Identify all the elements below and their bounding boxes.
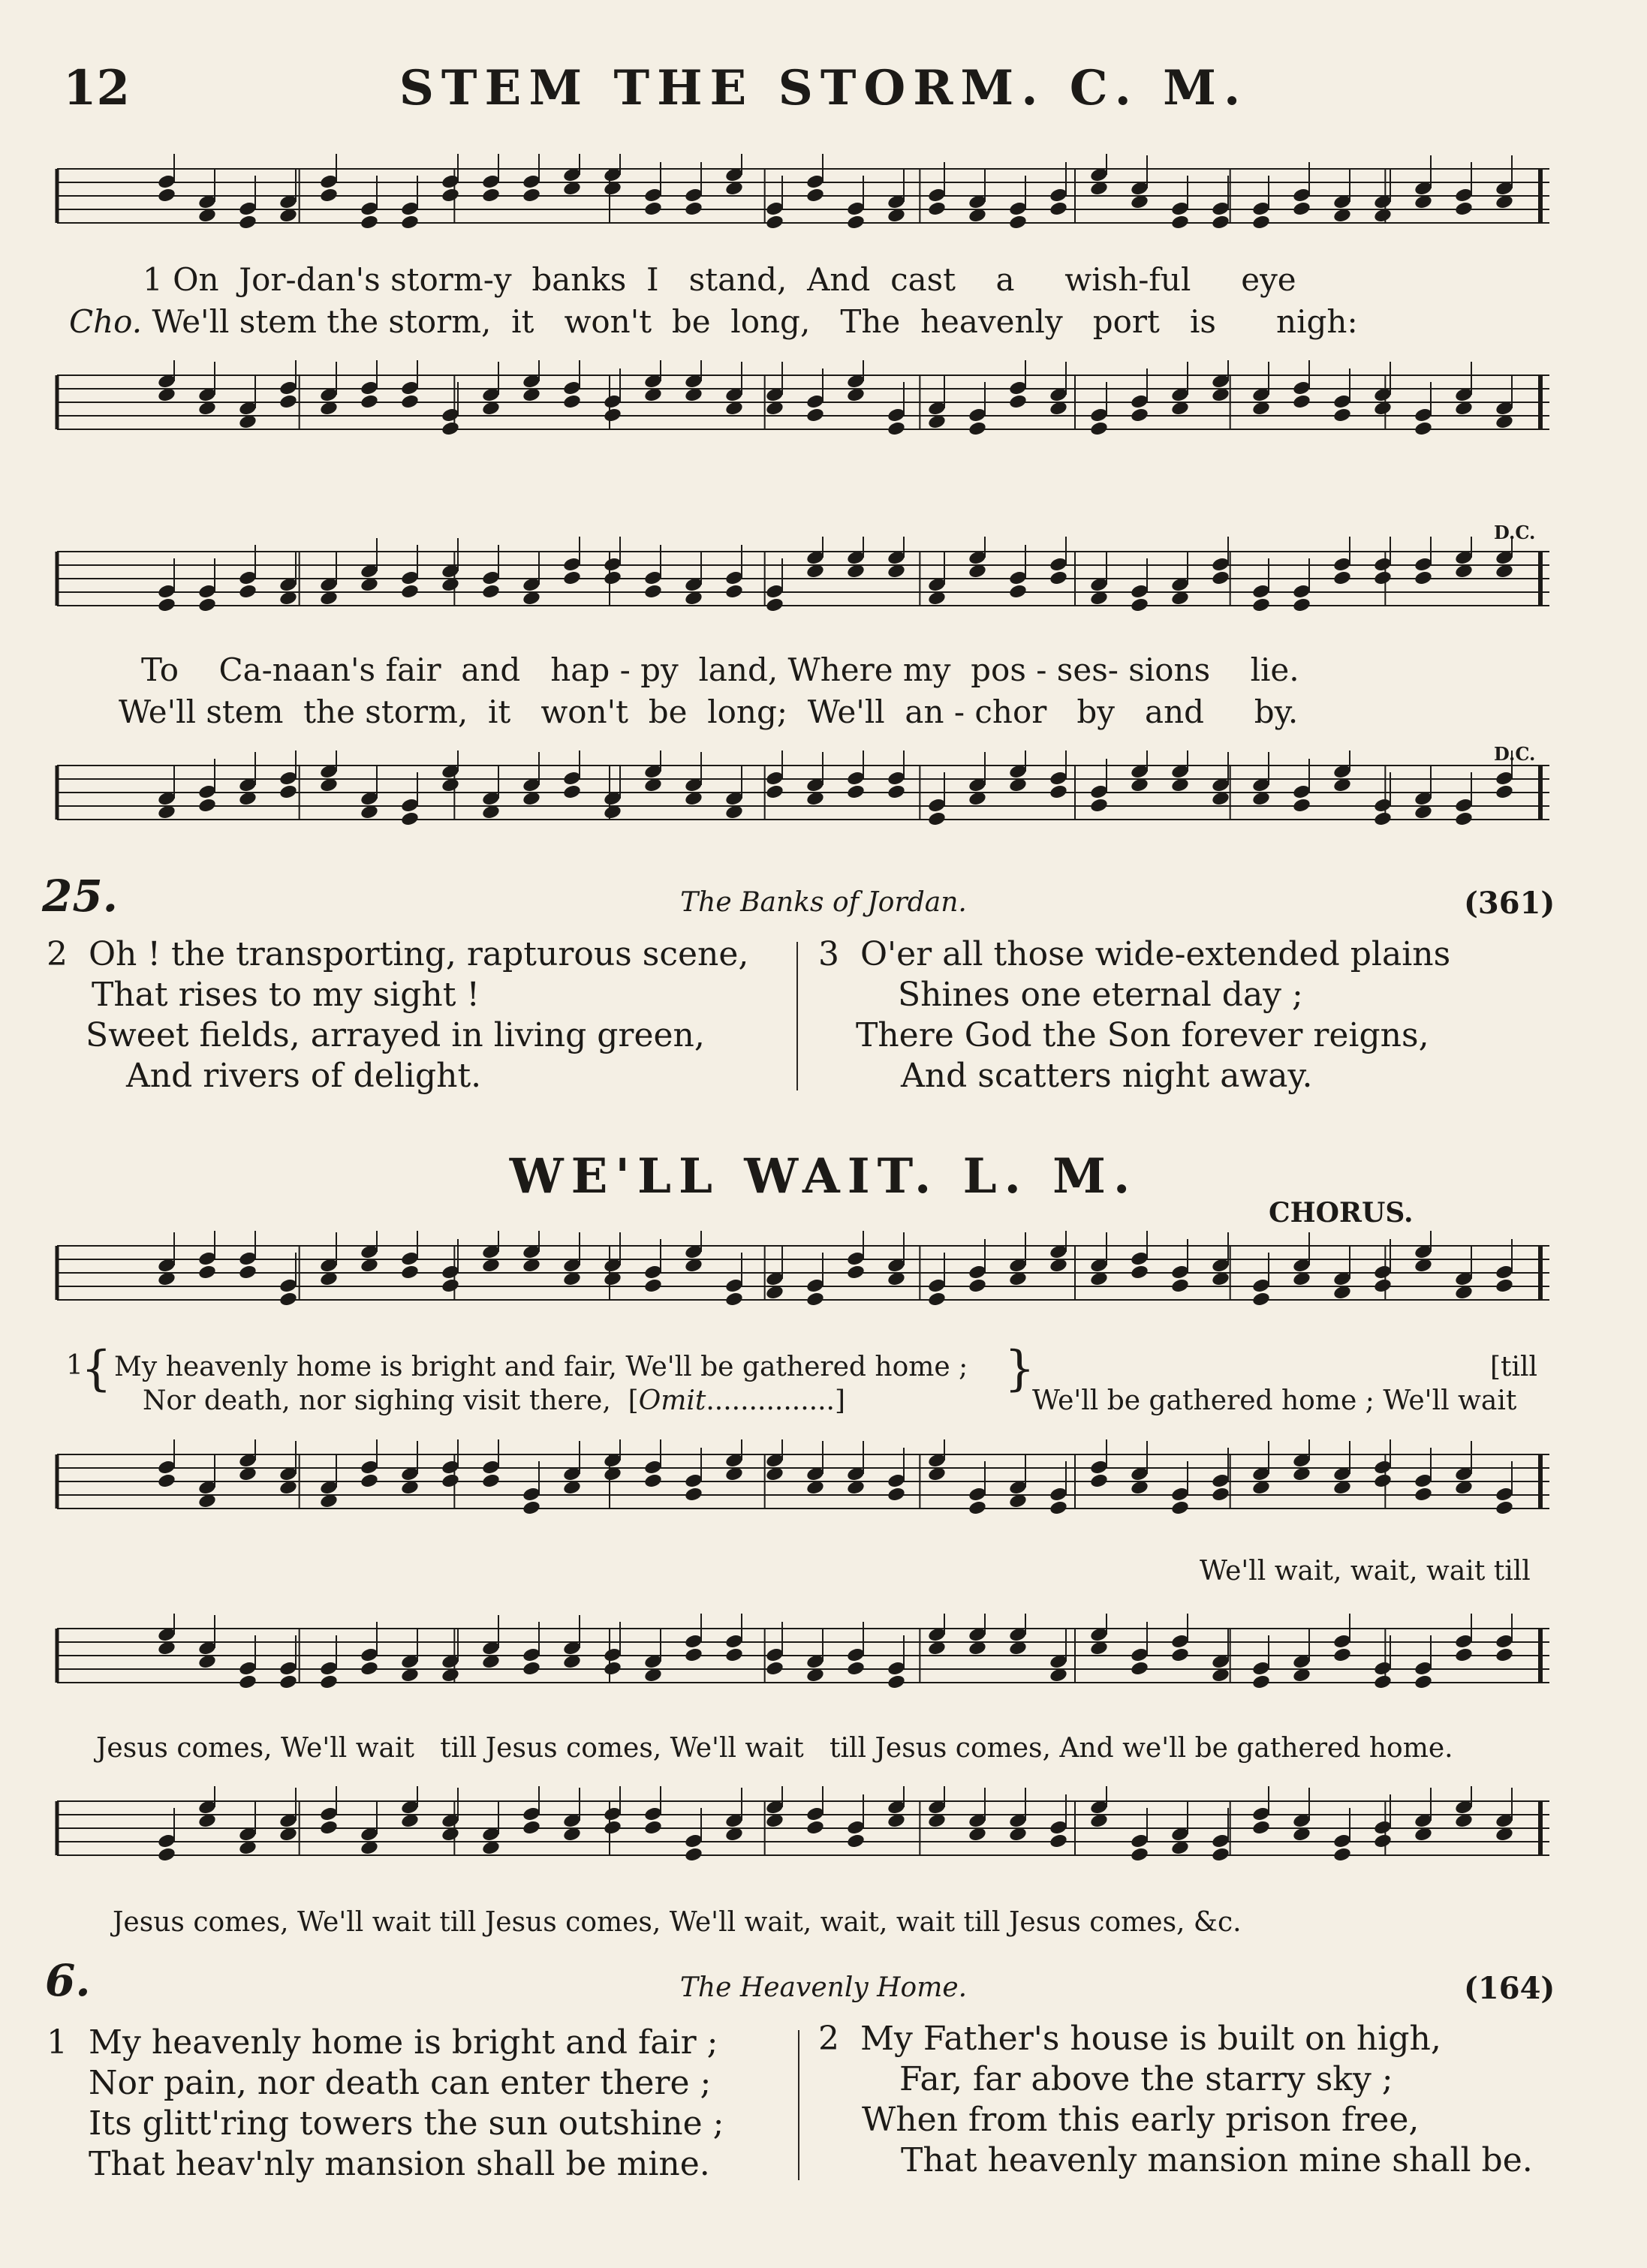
stanza-line: That heavenly mansion mine shall be. [901, 2141, 1533, 2179]
note-head [968, 1499, 987, 1516]
note-head [1495, 1499, 1514, 1516]
stanza-2 [47, 934, 748, 1096]
note-head [1373, 570, 1393, 586]
note-head [846, 784, 866, 800]
staff-treble-3 [54, 1231, 1555, 1336]
note-head [1373, 1833, 1393, 1849]
note-head [927, 811, 947, 827]
note-head [562, 393, 582, 410]
note-head [1332, 1846, 1352, 1863]
stanza-line: Nor pain, nor death can enter there ; [89, 2064, 712, 2102]
note-head [1373, 1277, 1393, 1294]
note-head [157, 187, 176, 203]
note-head [805, 187, 825, 203]
note-head [887, 1674, 906, 1690]
stanza-line: 2 Oh ! the transporting, rapturous scene, [47, 935, 749, 973]
brace-left: { [81, 1341, 112, 1397]
staff-bass-4 [54, 1786, 1555, 1899]
note-head [1292, 393, 1311, 410]
note-head [562, 784, 582, 800]
note-head [643, 1819, 663, 1836]
note-head [1170, 214, 1190, 230]
note-head [1049, 1833, 1068, 1849]
staff-bass-1 [54, 360, 1555, 473]
stanza-1-heavenly [47, 2023, 724, 2185]
chorus-heading: CHORUS. [1269, 1197, 1414, 1229]
staff-treble-2 [54, 537, 1555, 642]
note-head [724, 1291, 744, 1307]
note-head [360, 214, 379, 230]
note-head [846, 1264, 866, 1280]
note-head [1454, 200, 1474, 217]
note-head [887, 420, 906, 437]
hymn-title-stem-the-storm: STEM THE STORM. C. M. [399, 60, 1248, 116]
brace-right: } [1004, 1341, 1035, 1397]
lyric-line-verse: 1 On Jor-dan's storm-y banks I stand, And cast a wish-ful eye [143, 261, 1296, 298]
note-head [765, 784, 784, 800]
note-head [684, 1846, 703, 1863]
note-head [1251, 214, 1271, 230]
note-head [1292, 200, 1311, 217]
note-head [238, 1674, 257, 1690]
note-head [1373, 1674, 1393, 1690]
note-head [1373, 811, 1393, 827]
page-header [0, 60, 1647, 120]
note-head [805, 1819, 825, 1836]
note-head [441, 1472, 460, 1489]
stanza-line: Shines one eternal day ; [898, 976, 1303, 1014]
note-head [1089, 420, 1109, 437]
note-head [968, 420, 987, 437]
music-notation-bass-1 [54, 360, 1555, 473]
note-head [319, 1819, 339, 1836]
note-head [522, 1819, 541, 1836]
ref-number-361: (361) [1464, 886, 1555, 921]
stanza-3 [818, 934, 1450, 1096]
note-head [360, 393, 379, 410]
note-head [400, 214, 420, 230]
note-head [1211, 214, 1230, 230]
note-head [238, 583, 257, 600]
note-head [319, 1674, 339, 1690]
note-head [400, 583, 420, 600]
note-head [481, 187, 501, 203]
note-head [522, 1660, 541, 1677]
note-head [279, 1674, 298, 1690]
note-head [1251, 1674, 1271, 1690]
note-head [1049, 784, 1068, 800]
note-head [157, 1472, 176, 1489]
column-divider [796, 942, 798, 1090]
music-notation-treble-2 [54, 537, 1555, 642]
note-head [1008, 214, 1028, 230]
note-head [724, 1647, 744, 1663]
stanza-line: That heav'nly mansion shall be mine. [89, 2145, 710, 2183]
note-head [319, 187, 339, 203]
note-head [603, 1819, 622, 1836]
note-head [643, 1472, 663, 1489]
note-head [1332, 570, 1352, 586]
stanza-line: When from this early prison free, [862, 2101, 1420, 2139]
music-notation-treble-4 [54, 1614, 1555, 1719]
dc-mark-treble: D.C. [1494, 522, 1536, 543]
note-head [684, 200, 703, 217]
note-head [643, 200, 663, 217]
note-head [279, 784, 298, 800]
note-head [1211, 570, 1230, 586]
hymn-number-6: 6. [45, 1955, 91, 2006]
note-head [643, 1277, 663, 1294]
dc-mark-bass: D.C. [1494, 743, 1536, 765]
note-head [360, 1660, 379, 1677]
note-head [1414, 420, 1433, 437]
note-head [441, 187, 460, 203]
stanza-2-heavenly [818, 2019, 1533, 2181]
note-head [1211, 1486, 1230, 1502]
note-head [1292, 597, 1311, 613]
note-head [522, 1499, 541, 1516]
verse-number: 1 [66, 1350, 83, 1381]
stanza-line: And scatters night away. [901, 1057, 1313, 1095]
music-notation-bass-3 [54, 1439, 1555, 1552]
tune-name-heavenly-home: The Heavenly Home. [679, 1972, 968, 2003]
note-head [887, 784, 906, 800]
note-head [887, 1486, 906, 1502]
lyric-chorus-till: [till [1490, 1352, 1538, 1382]
lyric-bass-line-2: Jesus comes, We'll wait till Jesus comes, We'll wait, wait, wait till Jesus comes, &c. [113, 1907, 1242, 1938]
lyric-line-chorus-2: We'll stem the storm, it won't be long; We'll an - chor by and by. [119, 693, 1299, 730]
note-head [441, 1277, 460, 1294]
chorus-text: We'll stem the storm, it won't be long, The heavenly port is nigh: [142, 303, 1358, 340]
note-head [1454, 1647, 1474, 1663]
note-head [846, 1833, 866, 1849]
note-head [1170, 1499, 1190, 1516]
stanza-line: Far, far above the starry sky ; [899, 2060, 1393, 2098]
note-head [765, 597, 784, 613]
note-head [968, 1277, 987, 1294]
stanza-line: 3 O'er all those wide-extended plains [818, 935, 1451, 973]
note-head [157, 1846, 176, 1863]
note-head [1332, 1647, 1352, 1663]
note-head [1414, 1486, 1433, 1502]
lyric-text: ...............] [706, 1385, 846, 1416]
note-head [400, 1264, 420, 1280]
note-head [1089, 1472, 1109, 1489]
note-head [481, 583, 501, 600]
note-head [1130, 597, 1149, 613]
note-head [1332, 407, 1352, 423]
note-head [1089, 797, 1109, 814]
note-head [481, 1472, 501, 1489]
note-head [1251, 1291, 1271, 1307]
staff-bass-2 [54, 750, 1555, 863]
note-head [1495, 784, 1514, 800]
lyric-chorus-line2: We'll be gathered home ; We'll wait [1032, 1385, 1517, 1416]
note-head [603, 1660, 622, 1677]
note-head [1251, 1819, 1271, 1836]
note-head [1130, 1660, 1149, 1677]
note-head [1414, 570, 1433, 586]
note-head [238, 214, 257, 230]
note-head [846, 214, 866, 230]
note-head [805, 407, 825, 423]
note-head [1373, 1472, 1393, 1489]
note-head [279, 393, 298, 410]
note-head [846, 1660, 866, 1677]
note-head [1130, 1846, 1149, 1863]
note-head [360, 1472, 379, 1489]
staff-treble-1 [54, 154, 1555, 259]
music-notation-bass-2 [54, 750, 1555, 863]
note-head [603, 407, 622, 423]
hymn-title-well-wait: WE'LL WAIT. L. M. [509, 1148, 1138, 1205]
stanza-line: 1 My heavenly home is bright and fair ; [47, 2023, 718, 2062]
note-head [1049, 1499, 1068, 1516]
stanza-line: And rivers of delight. [126, 1057, 482, 1095]
stanza-line: 2 My Father's house is built on high, [818, 2020, 1441, 2058]
note-head [765, 214, 784, 230]
note-head [441, 420, 460, 437]
note-head [1008, 583, 1028, 600]
page-number: 12 [63, 60, 131, 116]
note-head [1049, 570, 1068, 586]
note-head [197, 797, 217, 814]
note-head [927, 1291, 947, 1307]
note-head [1049, 200, 1068, 217]
note-head [279, 1291, 298, 1307]
note-head [1170, 1277, 1190, 1294]
note-head [1414, 1674, 1433, 1690]
note-head [1008, 393, 1028, 410]
music-notation-treble-1 [54, 154, 1555, 259]
note-head [197, 1264, 217, 1280]
note-head [724, 583, 744, 600]
stanza-line: There God the Son forever reigns, [856, 1016, 1429, 1054]
stanza-line: Its glitt'ring towers the sun outshine ; [89, 2104, 724, 2143]
lyric-well-wait-line2 [143, 1385, 846, 1416]
note-head [684, 1647, 703, 1663]
omit-label: Omit [638, 1385, 706, 1416]
note-head [1495, 1647, 1514, 1663]
note-head [1211, 1846, 1230, 1863]
note-head [1454, 811, 1474, 827]
note-head [197, 597, 217, 613]
chorus-label: Cho. [69, 303, 143, 340]
note-head [1292, 797, 1311, 814]
music-notation-bass-4 [54, 1786, 1555, 1899]
note-head [643, 583, 663, 600]
lyric-well-wait-line1: My heavenly home is bright and fair, We'll be gathered home ; [114, 1352, 968, 1382]
note-head [400, 393, 420, 410]
note-head [1251, 597, 1271, 613]
note-head [765, 1660, 784, 1677]
tune-name-banks-of-jordan: The Banks of Jordan. [680, 887, 967, 918]
note-head [238, 1264, 257, 1280]
lyric-bass-wait: We'll wait, wait, wait till [1200, 1556, 1531, 1587]
lyric-well-wait-line3: Jesus comes, We'll wait till Jesus comes, We'll wait till Jesus comes, And we'll be gathered home. [96, 1733, 1453, 1764]
note-head [927, 200, 947, 217]
note-head [1170, 1647, 1190, 1663]
note-head [805, 1291, 825, 1307]
hymn-number-25: 25. [42, 871, 118, 922]
lyric-line-verse-2: To Ca-naan's fair and hap - py land, Where my pos - ses- sions lie. [141, 651, 1299, 688]
music-notation-treble-3 [54, 1231, 1555, 1336]
note-head [1130, 407, 1149, 423]
lyric-text: Nor death, nor sighing visit there, [ [143, 1385, 639, 1416]
note-head [603, 570, 622, 586]
note-head [1130, 1264, 1149, 1280]
note-head [562, 570, 582, 586]
note-head [522, 187, 541, 203]
lyric-line-chorus [69, 303, 1358, 340]
note-head [400, 811, 420, 827]
stanza-line: Sweet fields, arrayed in living green, [86, 1016, 705, 1054]
note-head [1495, 1277, 1514, 1294]
ref-number-164: (164) [1464, 1971, 1555, 2006]
note-head [157, 597, 176, 613]
stanza-line: That rises to my sight ! [92, 976, 480, 1014]
column-divider-2 [798, 2030, 799, 2180]
staff-bass-3 [54, 1439, 1555, 1552]
note-head [684, 1486, 703, 1502]
staff-treble-4 [54, 1614, 1555, 1719]
